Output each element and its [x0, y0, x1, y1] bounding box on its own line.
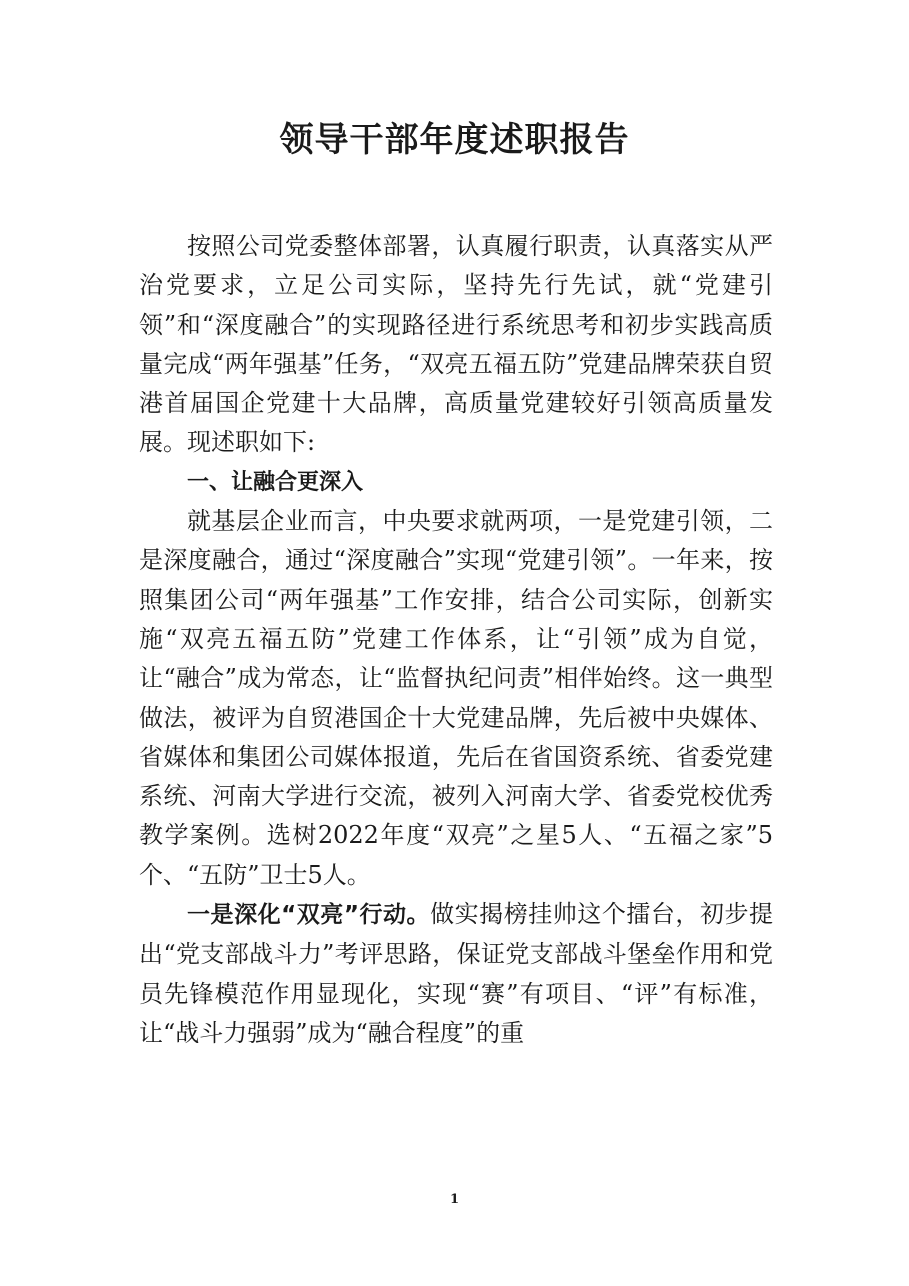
section-heading-1: 一、让融合更深入	[187, 469, 364, 495]
document-title: 领导干部年度述职报告	[279, 120, 630, 160]
intro-paragraph: 按照公司党委整体部署，认真履行职责，认真落实从严治党要求，立足公司实际，坚持先行先试，就“党建引领”和“深度融合”的实现路径进行系统思考和初步实践高质量完成“两年强基”任务，“双亮五福五防”党建品牌荣获自贸港首届国企党建十大品牌，高质量党建较好引领高质量发展。现述职如下:	[139, 232, 773, 457]
document-body	[139, 227, 773, 1053]
section-1-paragraph: 就基层企业而言，中央要求就两项，一是党建引领，二是深度融合，通过“深度融合”实现“党建引领”。一年来，按照集团公司“两年强基”工作安排，结合公司实际，创新实施“双亮五福五防”党建工作体系，让“引领”成为自觉，让“融合”成为常态，让“监督执纪问责”相伴始终。这一典型做法，被评为自贸港国企十大党建品牌，先后被中央媒体、省媒体和集团公司媒体报道，先后在省国资系统、省委党建系统、河南大学进行交流，被列入河南大学、省委党校优秀教学案例。选树2022年度“双亮”之星5人、“五福之家”5个、“五防”卫士5人。	[139, 507, 773, 889]
page-number: 1	[449, 1192, 460, 1207]
point-1-paragraph	[139, 895, 773, 1053]
point-1-lead: 一是深化“双亮”行动。	[187, 902, 431, 929]
point-1-text: 做实揭榜挂帅这个擂台，初步提出“党支部战斗力”考评思路，保证党支部战斗堡垒作用和党员先锋模范作用显现化，实现“赛”有项目、“评”有标准，让“战斗力强弱”成为“融合程度”的重	[139, 900, 774, 1047]
